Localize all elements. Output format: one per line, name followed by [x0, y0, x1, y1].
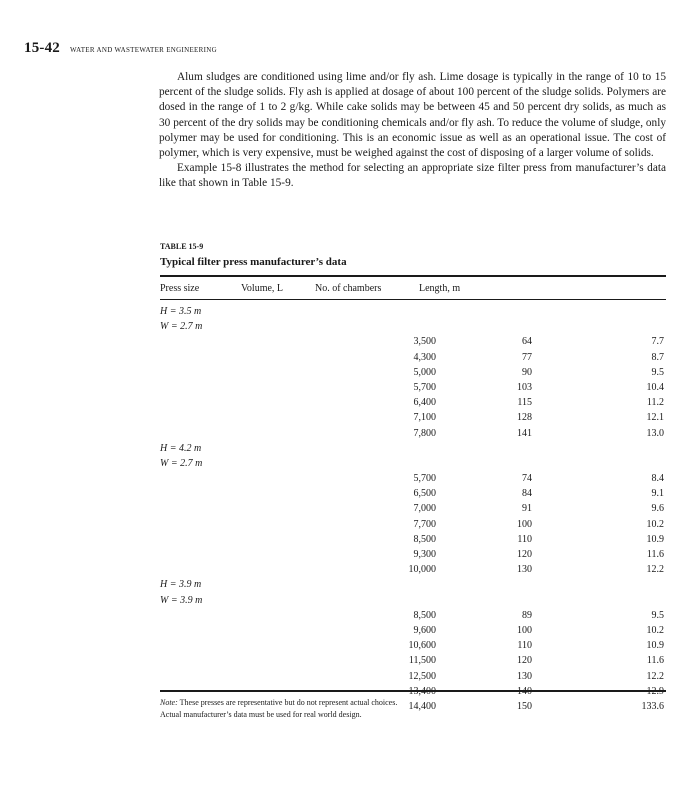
length-cell: 7.7 — [651, 336, 664, 348]
table-note — [160, 697, 397, 721]
volume-cell: 4,300 — [413, 351, 436, 363]
length-cell: 10.4 — [646, 381, 664, 393]
press-size-row — [160, 577, 666, 592]
table-row — [160, 501, 666, 516]
press-size-row — [160, 304, 666, 319]
chambers-cell: 130 — [517, 670, 532, 682]
volume-cell: 7,800 — [413, 427, 436, 439]
table-row — [160, 653, 666, 668]
chambers-cell: 110 — [517, 533, 532, 545]
table-row — [160, 547, 666, 562]
length-cell: 11.2 — [646, 397, 664, 409]
running-head: WATER AND WASTEWATER ENGINEERING — [70, 46, 217, 54]
table-row — [160, 623, 666, 638]
paragraph: Example 15-8 illustrates the method for selecting an appropriate size filter press from manufacturer’s data like that shown in Table 15-9. — [159, 162, 666, 190]
volume-cell: 11,500 — [408, 655, 436, 667]
volume-cell: 5,000 — [413, 366, 436, 378]
volume-cell: 14,400 — [408, 700, 436, 712]
volume-cell: 3,500 — [413, 336, 436, 348]
column-header-chambers: No. of chambers — [315, 283, 382, 294]
table-row — [160, 486, 666, 501]
body-text — [159, 70, 666, 192]
table-row — [160, 532, 666, 547]
table-row — [160, 669, 666, 684]
volume-cell: 6,400 — [413, 397, 436, 409]
chambers-cell: 64 — [522, 336, 532, 348]
length-cell: 10.2 — [646, 624, 664, 636]
table-header-rule — [160, 299, 666, 300]
chambers-cell: 91 — [522, 503, 532, 515]
chambers-cell: 110 — [517, 640, 532, 652]
table-row — [160, 395, 666, 410]
press-size-row — [160, 593, 666, 608]
column-header-press-size: Press size — [160, 283, 200, 294]
length-cell: 10.9 — [646, 640, 664, 652]
chambers-cell: 77 — [522, 351, 532, 363]
length-cell: 11.6 — [646, 549, 664, 560]
chambers-cell: 74 — [522, 473, 532, 485]
length-cell: 12.2 — [646, 564, 664, 576]
column-header-volume: Volume, L — [241, 283, 284, 294]
press-size-row — [160, 441, 666, 456]
table-row — [160, 350, 666, 365]
table-top-rule — [160, 275, 666, 277]
length-cell: 9.5 — [651, 609, 664, 621]
chambers-cell: 90 — [522, 366, 532, 378]
length-cell: 13.0 — [646, 427, 664, 439]
chambers-cell: 128 — [517, 412, 532, 424]
volume-cell: 12,500 — [408, 670, 436, 682]
chambers-cell: 141 — [517, 427, 532, 439]
length-cell: 133.6 — [641, 700, 664, 712]
press-size-label: W = 2.7 m — [160, 321, 203, 333]
length-cell: 12.1 — [646, 412, 664, 424]
length-cell: 8.7 — [651, 351, 664, 363]
column-header-length: Length, m — [419, 283, 461, 294]
press-size-label: H = 4.2 m — [160, 442, 202, 454]
chambers-cell: 84 — [522, 488, 532, 500]
chambers-cell: 115 — [517, 397, 532, 409]
table-row — [160, 365, 666, 380]
volume-cell: 6,500 — [413, 488, 436, 500]
chambers-cell: 103 — [517, 381, 532, 393]
press-size-label: H = 3.5 m — [160, 306, 202, 317]
chambers-cell: 120 — [517, 655, 532, 667]
table-row — [160, 410, 666, 425]
note-lead: Note: — [160, 698, 178, 707]
note-line: These presses are representative but do not represent actual choices. — [179, 698, 398, 707]
chambers-cell: 100 — [517, 624, 532, 636]
length-cell: 11.6 — [646, 655, 664, 667]
volume-cell: 10,000 — [408, 564, 436, 576]
page-number: 15-42 — [24, 40, 60, 56]
table-title: Typical filter press manufacturer’s data — [160, 256, 347, 268]
press-size-row — [160, 319, 666, 334]
volume-cell: 7,100 — [413, 412, 436, 424]
chambers-cell: 150 — [517, 700, 532, 712]
volume-cell: 10,600 — [408, 640, 436, 652]
table-row — [160, 471, 666, 486]
length-cell: 10.2 — [646, 518, 664, 530]
table-row — [160, 562, 666, 577]
length-cell: 9.5 — [651, 366, 664, 378]
volume-cell: 5,700 — [413, 381, 436, 393]
volume-cell: 8,500 — [413, 609, 436, 621]
length-cell: 10.9 — [646, 533, 664, 545]
table-row — [160, 380, 666, 395]
table-body — [160, 304, 666, 714]
paragraph: Alum sludges are conditioned using lime and/or fly ash. Lime dosage is typically in the range of 10 to 15 percent of the sludge solids. Fly ash is applied at dosage of about 100 percent of the sludge solids. Polymers are dosed in the range of 1 to 2 g/kg. While cake solids may be between 45 and 50 percent dry solids, as much as 30 percent of the dry solids may be conditioning chemicals and/or fly ash. To reduce the volume of sludge, only polymer may be used for conditioning. This is an economic issue as well as an operational issue. The cost of polymer, which is very expensive, must be weighed against the cost of disposing of a larger volume of solids. — [159, 71, 666, 160]
length-cell: 8.4 — [651, 473, 664, 485]
table-row — [160, 426, 666, 441]
press-size-label: W = 2.7 m — [160, 457, 203, 469]
volume-cell: 5,700 — [413, 473, 436, 485]
table-row — [160, 334, 666, 349]
press-size-label: H = 3.9 m — [160, 579, 202, 591]
chambers-cell: 130 — [517, 564, 532, 576]
note-line: Actual manufacturer’s data must be used for real world design. — [160, 710, 362, 719]
table-label: TABLE 15-9 — [160, 242, 204, 251]
table-row — [160, 638, 666, 653]
page-header — [24, 40, 217, 57]
press-size-label: W = 3.9 m — [160, 594, 203, 606]
chambers-cell: 120 — [517, 549, 532, 560]
table-bottom-rule — [160, 690, 666, 692]
length-cell: 9.1 — [651, 488, 664, 500]
table-row — [160, 608, 666, 623]
volume-cell: 9,600 — [413, 624, 436, 636]
volume-cell: 7,700 — [413, 518, 436, 530]
length-cell: 9.6 — [651, 503, 664, 515]
volume-cell: 9,300 — [413, 549, 436, 560]
volume-cell: 8,500 — [413, 533, 436, 545]
chambers-cell: 89 — [522, 609, 532, 621]
chambers-cell: 100 — [517, 518, 532, 530]
length-cell: 12.2 — [646, 670, 664, 682]
press-size-row — [160, 456, 666, 471]
table-row — [160, 517, 666, 532]
volume-cell: 7,000 — [413, 503, 436, 515]
